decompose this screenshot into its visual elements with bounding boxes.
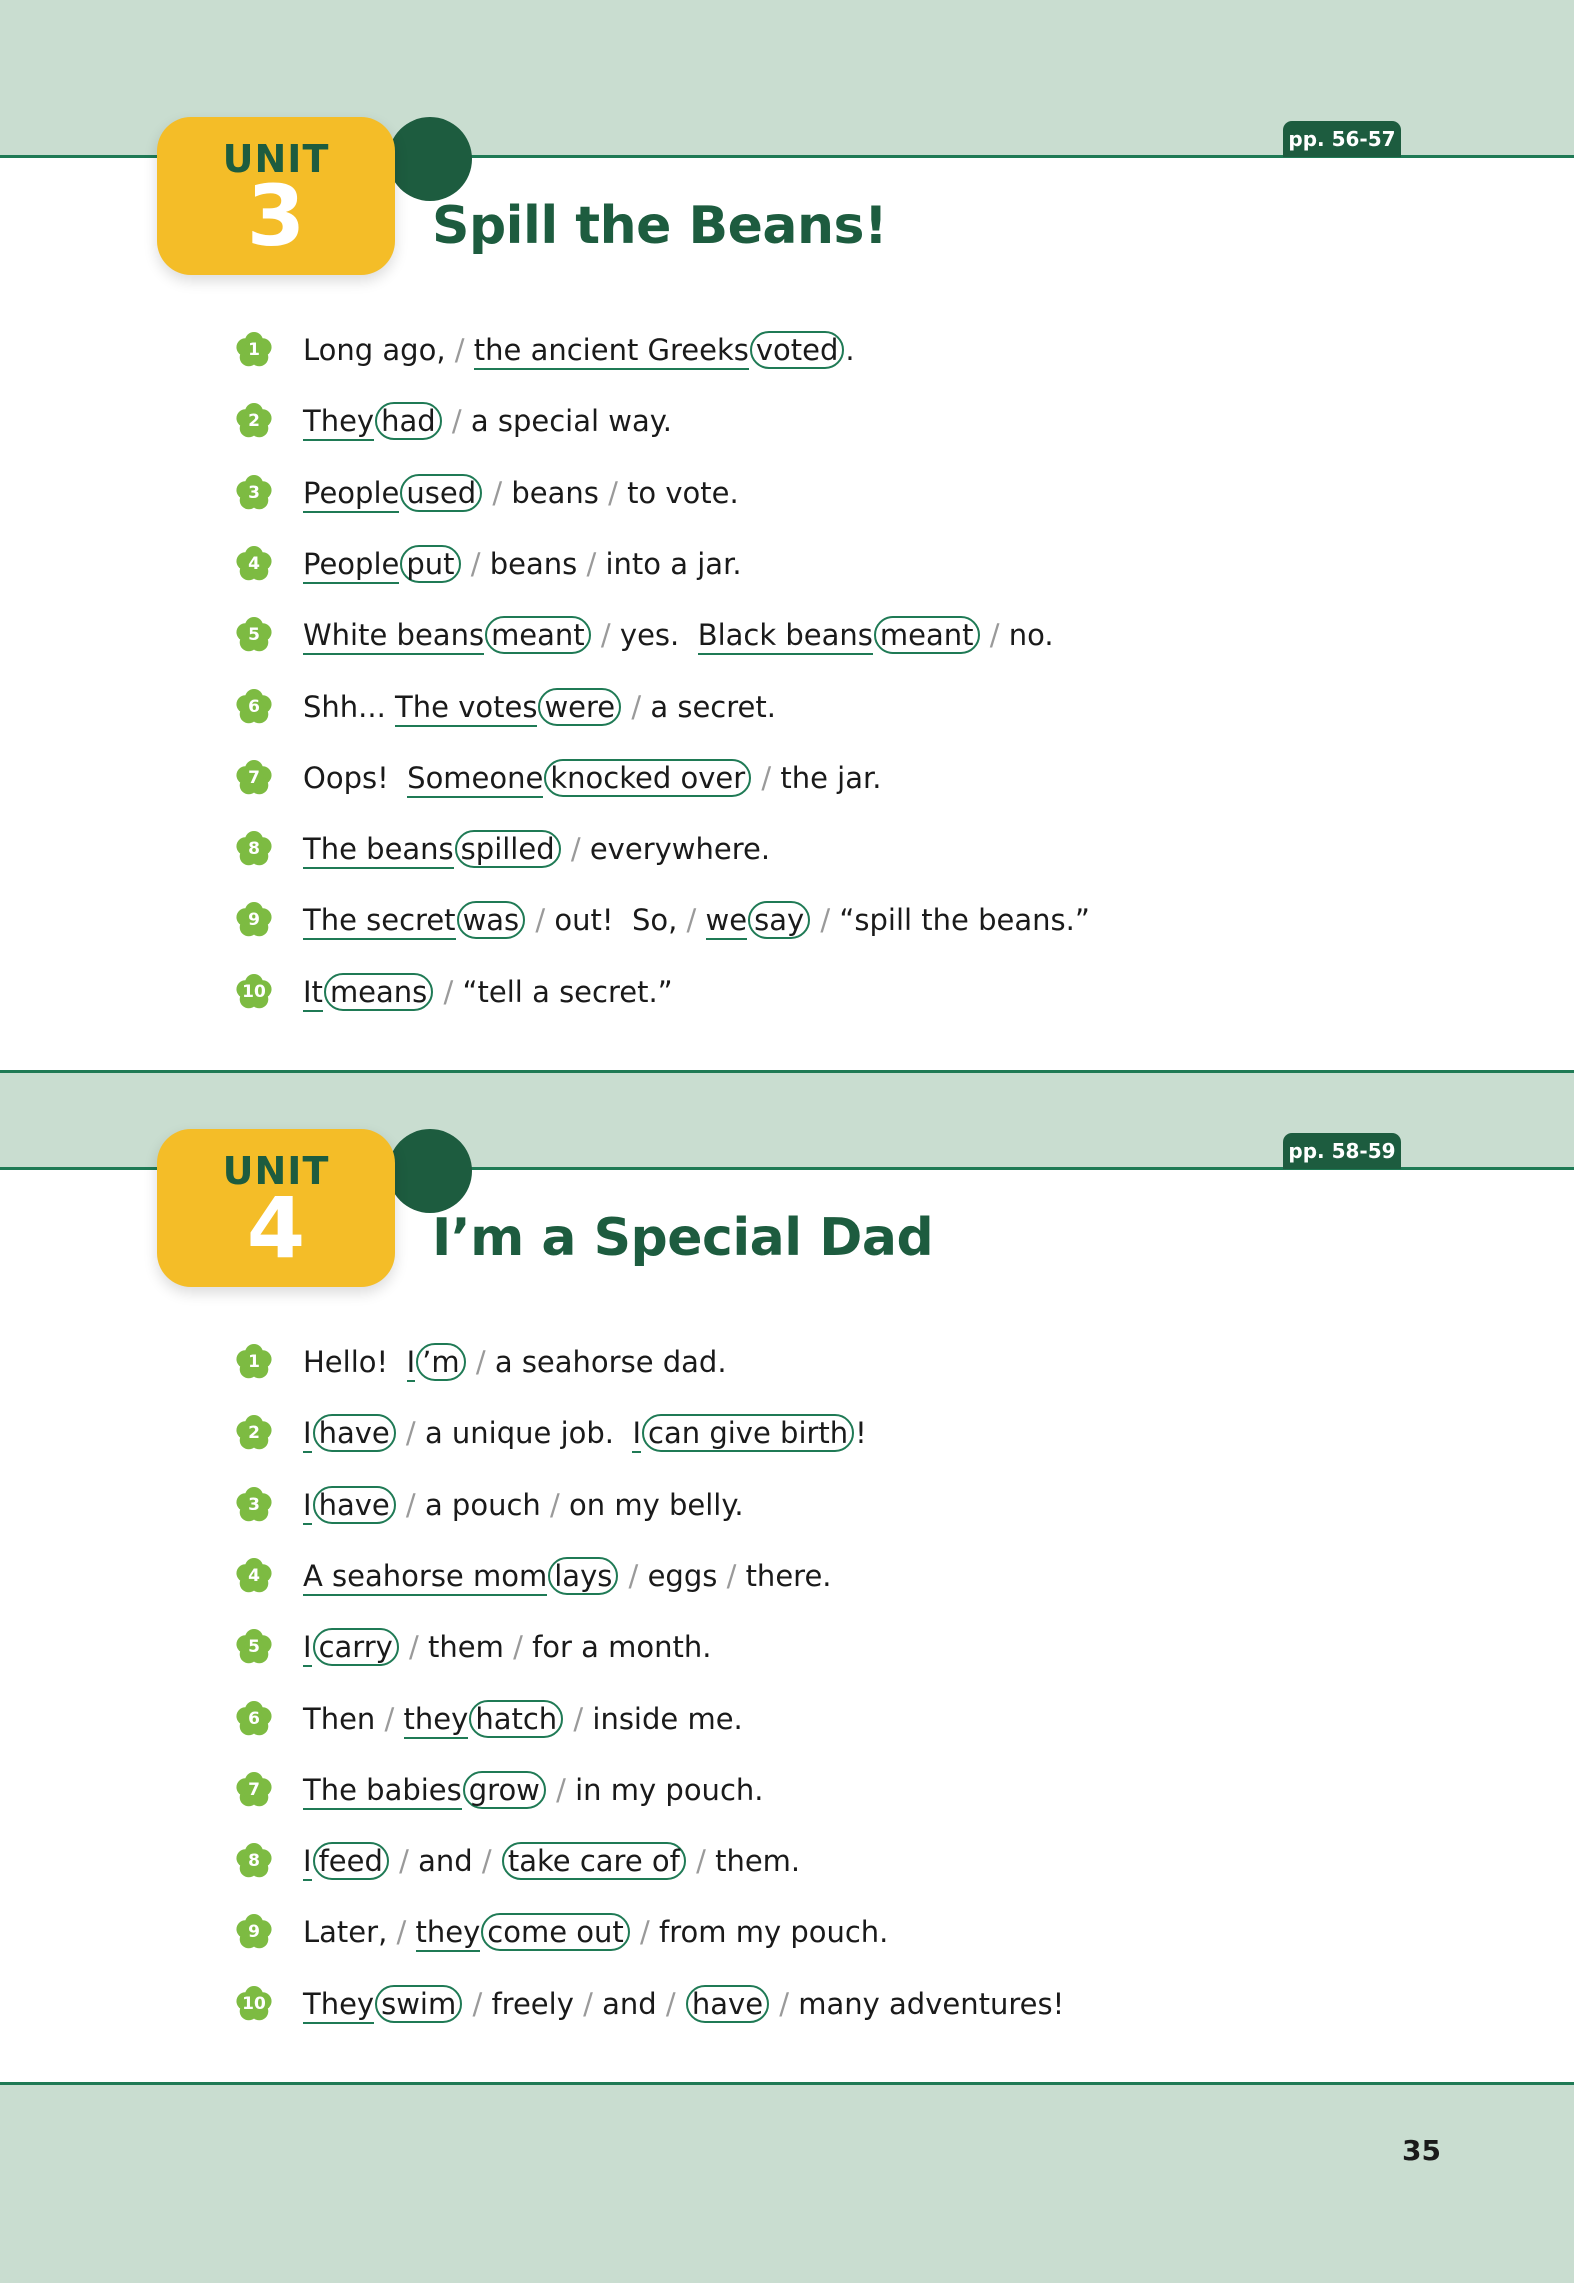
verb-circled: can give birth <box>642 1414 854 1452</box>
sentence-text <box>303 613 1054 657</box>
sentence-number: 4 <box>248 553 260 574</box>
chunk-slash: / <box>389 1844 419 1879</box>
chunk-slash: / <box>586 546 606 581</box>
flower-number-icon <box>234 1699 274 1739</box>
chunk-slash: / <box>526 903 555 938</box>
unit-3-pages-tag: pp. 56-57 <box>1283 121 1401 157</box>
sentence-text <box>303 471 739 515</box>
subject-underlined: I <box>303 1844 312 1881</box>
sentence-number: 7 <box>248 767 260 788</box>
sentence-number: 1 <box>248 340 260 360</box>
sentence-text <box>303 399 672 443</box>
unit-3-title: Spill the Beans! <box>432 196 888 256</box>
subject-underlined: I <box>303 1488 312 1525</box>
unit-number: 4 <box>246 1179 306 1277</box>
text-chunk: on my belly. <box>569 1487 744 1522</box>
sentence-number: 3 <box>248 1494 260 1515</box>
verb-circled: swim <box>375 1985 462 2023</box>
verb-circled: spilled <box>455 830 561 868</box>
subject-underlined: White beans <box>303 618 484 655</box>
sentence-number: 8 <box>248 1851 260 1872</box>
verb-circled: had <box>375 402 442 440</box>
chunk-slash: / <box>770 1986 799 2021</box>
sentence-text <box>303 970 673 1014</box>
sentence-text <box>303 1483 744 1527</box>
chunk-slash: / <box>591 618 620 653</box>
sentence-number: 8 <box>248 839 260 860</box>
flower-number-icon <box>234 615 274 655</box>
verb-circled: have <box>313 1414 396 1452</box>
text-chunk: no. <box>1008 618 1054 653</box>
subject-underlined: Someone <box>407 761 543 798</box>
unit-badge-bump <box>388 1129 472 1213</box>
unit-badge-bump <box>388 117 472 201</box>
verb-circled: say <box>748 901 810 939</box>
sentence-number: 2 <box>248 411 260 432</box>
chunk-slash: / <box>442 404 471 439</box>
text-chunk: out! So, <box>554 903 687 938</box>
subject-underlined: the ancient Greeks <box>474 333 749 370</box>
subject-underlined: they <box>404 1702 469 1739</box>
text-chunk: a special way. <box>470 404 673 439</box>
text-chunk: for a month. <box>532 1630 712 1665</box>
text-chunk: to vote. <box>627 475 739 510</box>
text-chunk: Oops! <box>303 760 408 795</box>
sentence-number: 7 <box>248 1779 260 1800</box>
subject-underlined: It <box>303 975 323 1012</box>
verb-circled: ’m <box>416 1343 465 1381</box>
sentence-number: 1 <box>248 1352 260 1372</box>
unit-4-pages-tag: pp. 58-59 <box>1283 1133 1401 1169</box>
verb-circled: come out <box>481 1913 630 1951</box>
sentence-text <box>303 1340 727 1384</box>
verb-circled: used <box>400 474 482 512</box>
text-chunk: beans <box>489 546 587 581</box>
verb-circled: grow <box>463 1771 546 1809</box>
chunk-slash: / <box>980 618 1009 653</box>
verb-circled: lays <box>548 1557 618 1595</box>
unit-number: 3 <box>246 167 306 265</box>
sentence-text <box>303 1910 888 1954</box>
text-chunk: in my pouch. <box>575 1772 764 1807</box>
chunk-slash: / <box>686 1844 716 1879</box>
chunk-slash: / <box>619 1558 648 1593</box>
flower-number-icon <box>234 1984 274 2024</box>
text-chunk: and <box>418 1844 482 1879</box>
sentence-text <box>303 756 881 800</box>
verb-circled: meant <box>485 616 591 654</box>
subject-underlined: they <box>416 1915 481 1952</box>
chunk-slash: / <box>752 760 781 795</box>
flower-number-icon <box>234 972 274 1012</box>
subject-underlined: I <box>303 1630 312 1667</box>
sentence-text <box>303 898 1090 942</box>
subject-underlined: I <box>407 1345 416 1382</box>
verb-circled: have <box>686 1985 769 2023</box>
chunk-slash: / <box>564 1701 593 1736</box>
verb-circled: put <box>400 545 460 583</box>
text-chunk: them. <box>715 1844 801 1879</box>
verb-circled: take care of <box>502 1842 686 1880</box>
chunk-slash: / <box>396 1487 425 1522</box>
flower-number-icon <box>234 401 274 441</box>
chunk-slash: / <box>608 475 628 510</box>
text-chunk: a seahorse dad. <box>494 1345 727 1379</box>
verb-circled: feed <box>313 1842 389 1880</box>
text-chunk: yes. <box>619 618 698 653</box>
text-chunk: . <box>845 333 855 367</box>
verb-circled: were <box>538 688 621 726</box>
verb-circled: was <box>457 901 526 939</box>
text-chunk: a pouch <box>424 1487 550 1522</box>
text-chunk: from my pouch. <box>658 1915 889 1950</box>
text-chunk: everywhere. <box>589 832 771 867</box>
verb-circled: have <box>313 1486 396 1524</box>
chunk-slash: / <box>399 1630 428 1665</box>
text-chunk: and <box>602 1986 666 2021</box>
flower-number-icon <box>234 473 274 513</box>
chunk-slash: / <box>811 903 840 938</box>
sentence-number: 5 <box>248 1637 260 1658</box>
verb-circled: carry <box>313 1628 399 1666</box>
flower-number-icon <box>234 900 274 940</box>
sentence-number: 10 <box>242 981 266 1002</box>
chunk-slash: / <box>483 475 512 510</box>
sentence-number: 5 <box>248 625 260 646</box>
sentence-text <box>303 1768 763 1812</box>
flower-number-icon <box>234 330 274 370</box>
chunk-slash: / <box>561 832 590 867</box>
chunk-slash: / <box>384 1701 404 1736</box>
sentence-text <box>303 328 855 372</box>
page-number: 35 <box>1402 2134 1441 2167</box>
chunk-slash: / <box>396 1416 425 1451</box>
sentence-text <box>303 1982 1064 2026</box>
text-chunk: a secret. <box>650 689 776 724</box>
text-chunk: eggs <box>647 1558 727 1593</box>
chunk-slash: / <box>513 1630 533 1665</box>
chunk-slash: / <box>726 1558 746 1593</box>
sentence-number: 9 <box>248 910 260 931</box>
text-chunk: “tell a secret.” <box>462 974 673 1009</box>
flower-number-icon <box>234 1413 274 1453</box>
chunk-slash: / <box>686 903 706 938</box>
chunk-slash: / <box>583 1986 603 2021</box>
sentence-number: 9 <box>248 1922 260 1943</box>
flower-number-icon <box>234 544 274 584</box>
text-chunk: Then <box>303 1701 385 1736</box>
flower-number-icon <box>234 1342 274 1382</box>
sentence-number: 4 <box>248 1565 260 1586</box>
subject-underlined: They <box>303 404 374 441</box>
chunk-slash: / <box>546 1772 576 1807</box>
chunk-slash: / <box>461 546 490 581</box>
text-chunk: Long ago, <box>303 333 455 367</box>
flower-number-icon <box>234 829 274 869</box>
unit-4-badge <box>157 1129 395 1287</box>
chunk-slash: / <box>622 689 651 724</box>
verb-circled: meant <box>874 616 980 654</box>
sentence-text <box>303 542 742 586</box>
text-chunk: Later, <box>303 1915 397 1950</box>
verb-circled: voted <box>750 331 845 369</box>
text-chunk: there. <box>745 1558 832 1593</box>
text-chunk: “spill the beans.” <box>839 903 1090 938</box>
flower-number-icon <box>234 687 274 727</box>
sentence-text <box>303 685 776 729</box>
sentence-number: 10 <box>242 1993 266 2014</box>
flower-number-icon <box>234 1841 274 1881</box>
unit-3-badge <box>157 117 395 275</box>
unit-4-title: I’m a Special Dad <box>432 1208 934 1268</box>
flower-number-icon <box>234 1627 274 1667</box>
sentence-number: 6 <box>248 1708 260 1729</box>
subject-underlined: The babies <box>303 1773 462 1810</box>
verb-circled: knocked over <box>544 759 751 797</box>
chunk-slash: / <box>396 1915 416 1950</box>
subject-underlined: A seahorse mom <box>303 1559 547 1596</box>
flower-number-icon <box>234 1770 274 1810</box>
flower-number-icon <box>234 1485 274 1525</box>
chunk-slash: / <box>466 1345 495 1379</box>
sentence-text <box>303 1554 832 1598</box>
flower-number-icon <box>234 758 274 798</box>
sentence-text <box>303 1839 800 1883</box>
chunk-slash: / <box>630 1915 659 1950</box>
chunk-slash: / <box>434 974 463 1009</box>
subject-underlined: Black beans <box>698 618 873 655</box>
subject-underlined: The secret <box>303 903 456 940</box>
text-chunk: the jar. <box>780 760 882 795</box>
chunk-slash: / <box>463 1986 492 2021</box>
subject-underlined: They <box>303 1987 374 2024</box>
verb-circled: means <box>324 973 433 1011</box>
sentence-text <box>303 1697 743 1741</box>
subject-underlined: People <box>303 476 399 513</box>
text-chunk: into a jar. <box>605 546 742 581</box>
sentence-text <box>303 1625 712 1669</box>
unit-label: UNIT <box>222 1149 330 1193</box>
unit-label: UNIT <box>222 137 330 181</box>
sentence-number: 3 <box>248 482 260 503</box>
chunk-slash: / <box>550 1487 569 1522</box>
subject-underlined: I <box>632 1416 641 1453</box>
sentence-text <box>303 1411 867 1455</box>
flower-number-icon <box>234 1912 274 1952</box>
chunk-slash: / <box>454 333 474 367</box>
sentence-number: 2 <box>248 1423 260 1444</box>
text-chunk: Shh... <box>303 689 396 724</box>
verb-circled: hatch <box>469 1700 563 1738</box>
text-chunk: freely <box>491 1986 584 2021</box>
subject-underlined: The votes <box>395 690 537 727</box>
subject-underlined: I <box>303 1416 312 1453</box>
text-chunk: many adventures! <box>798 1986 1065 2021</box>
chunk-slash: / <box>665 1986 685 2021</box>
subject-underlined: The beans <box>303 832 454 869</box>
sentence-text <box>303 827 770 871</box>
flower-number-icon <box>234 1556 274 1596</box>
text-chunk: Hello! <box>303 1345 407 1379</box>
subject-underlined: we <box>706 903 748 940</box>
chunk-slash: / <box>481 1844 501 1879</box>
text-chunk: them <box>428 1630 514 1665</box>
text-chunk: beans <box>511 475 609 510</box>
subject-underlined: People <box>303 547 399 584</box>
text-chunk: inside me. <box>592 1701 743 1736</box>
text-chunk: a unique job. <box>424 1416 633 1451</box>
sentence-number: 6 <box>248 696 260 717</box>
text-chunk: ! <box>855 1416 867 1451</box>
